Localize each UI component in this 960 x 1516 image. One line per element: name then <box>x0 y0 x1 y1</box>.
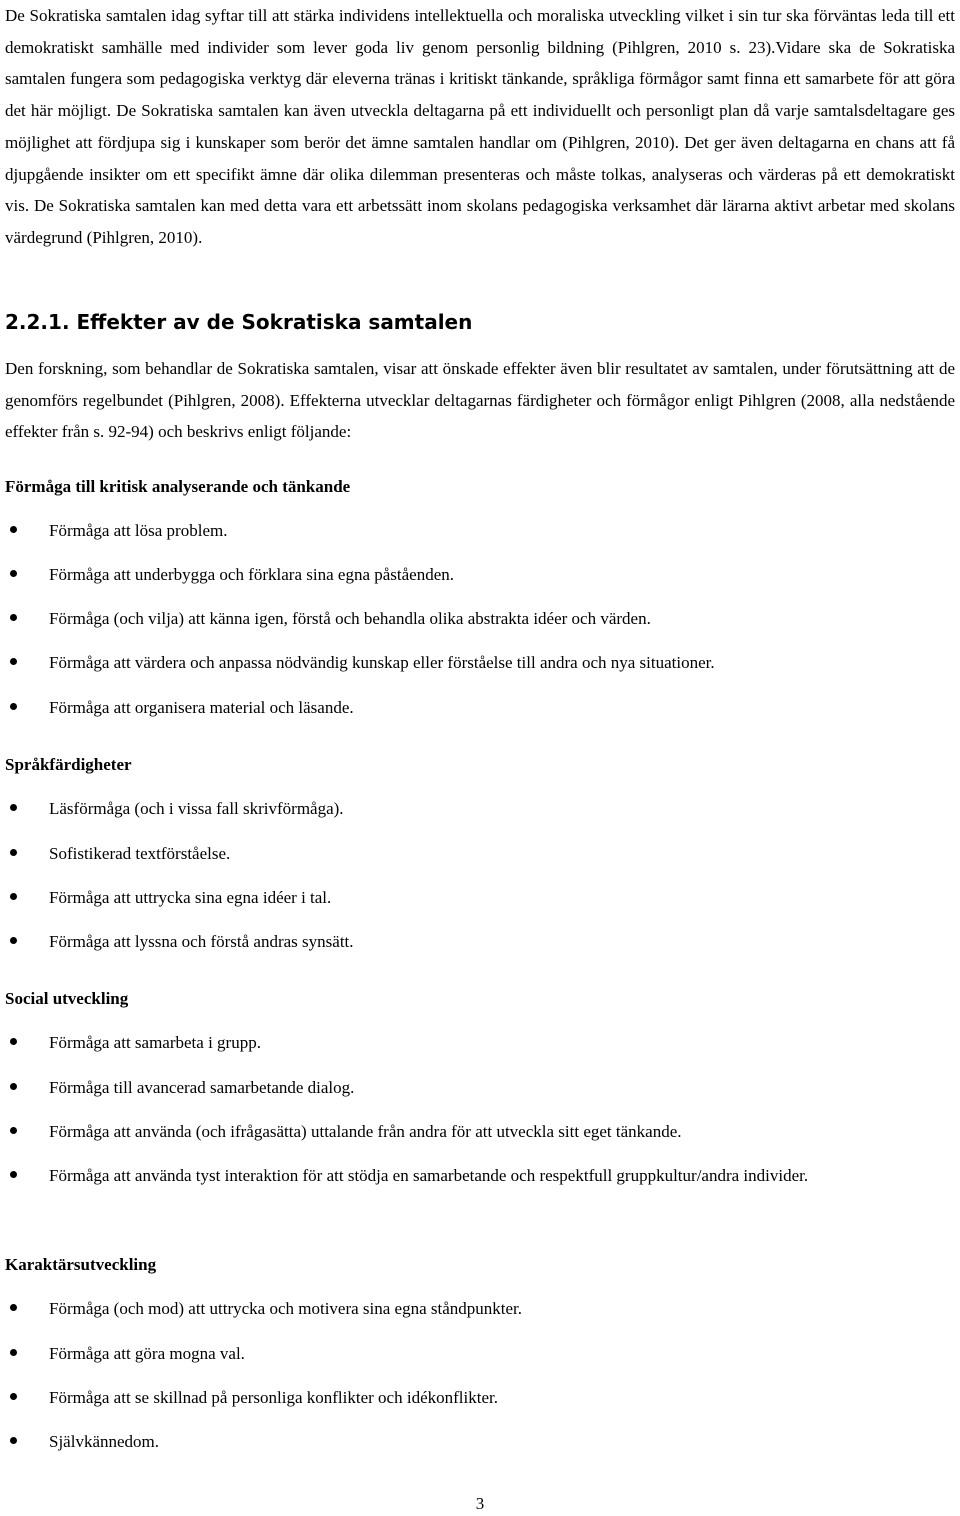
bullet-icon <box>10 526 17 533</box>
document-page: De Sokratiska samtalen idag syftar till att stärka individens intellektuella och moraliska utveckling vilket i sin tur ska förväntas leda till ett demokratiskt samhälle med individer som lever goda liv genom personlig bildning (Pihlgren, 2010 s. 23).Vidare ska de Sokratiska samtalen fungera som pedagogiska verktyg där eleverna tränas i kritiskt tänkande, språkliga förmågor samt finna ett samarbete för att göra det här möjligt. De Sokratiska samtalen kan även utveckla deltagarna på ett individuellt och personligt plan då varje samtalsdeltagare ges möjlighet att fördjupa sig i kunskaper som berör det ämne samtalen handlar om (Pihlgren, 2010). Det ger även deltagarna en chans att få djupgående insikter om ett specifikt ämne där olika dilemman presenteras och måste tolkas, analyseras och värderas på ett demokratiskt vis. De Sokratiska samtalen kan med detta vara ett arbetssätt inom skolans pedagogiska verksamhet där lärarna aktivt arbetar med skolans värdegrund (Pihlgren, 2010). 2.2.1. Effekter av de Sokratiska samtalen Den forskning, som behandlar de Sokratiska samtalen, visar att önskade effekter även blir resultatet av samtalen, under förutsättning att de genomförs regelbundet (Pihlgren, 2008). Effekterna utvecklar deltagarnas färdigheter och förmågor enligt Pihlgren (2008, alla nedstående effekter från s. 92-94) och beskrivs enligt följande: Förmåga till kritisk analyserande och tänkande Förmåga att lösa problem. Förmåga att underbygga och förklara sina egna påståenden. Förmåga (och vilja) att känna igen, förstå och behandla olika abstrakta idéer och värden. Förmåga att värdera och anpassa nödvändig kunskap eller förståelse till andra och nya situationer. Förmåga att organisera material och läsande. Språkfärdigheter Läsförmåga (och i vissa fall skrivförmåga). Sofistikerad textförståelse. Förmåga att uttrycka sina egna idéer i tal. Förmåga att lyssna och förstå andras synsätt. Social utveckling Förmåga att samarbeta i grupp. Förmåga till avancerad samarbetande dialog. Förmåga att använda (och ifrågasätta) uttalande från andra för att utveckla sitt eget tänkande. Förmåga att använda tyst interaktion för att stödja en samarbetande och respektfull gruppkultur/andra individer. Karaktärsutveckling Förmåga (och mod) att uttrycka och motivera sina egna ståndpunkter. Förmåga att göra mogna val. Förmåga att se skillnad på personliga konflikter och idékonflikter. Självkännedom. 3 <box>0 0 960 1515</box>
category-heading-kritisk: Förmåga till kritisk analyserande och tänkande <box>5 477 351 496</box>
bullet-icon <box>10 1127 17 1134</box>
bullet-icon <box>10 1437 17 1444</box>
category-heading-sprak: Språkfärdigheter <box>5 755 132 774</box>
section-paragraph: Den forskning, som behandlar de Sokratiska samtalen, visar att önskade effekter även blir resultatet av samtalen, under förutsättning att de genomförs regelbundet (Pihlgren, 2008). Effekterna utvecklar deltagarnas färdigheter och förmågor enligt Pihlgren (2008, alla nedstående effekter från s. 92-94) och beskrivs enligt följande: <box>5 359 955 442</box>
bullet-icon <box>10 1083 17 1090</box>
intro-paragraph: De Sokratiska samtalen idag syftar till att stärka individens intellektuella och moraliska utveckling vilket i sin tur ska förväntas leda till ett demokratiskt samhälle med individer som lever goda liv genom personlig bildning (Pihlgren, 2010 s. 23).Vidare ska de Sokratiska samtalen fungera som pedagogiska verktyg där eleverna tränas i kritiskt tänkande, språkliga förmågor samt finna ett samarbete för att göra det här möjligt. De Sokratiska samtalen kan även utveckla deltagarna på ett individuellt och personligt plan då varje samtalsdeltagare ges möjlighet att fördjupa sig i kunskaper som berör det ämne samtalen handlar om (Pihlgren, 2010). Det ger även deltagarna en chans att få djupgående insikter om ett specifikt ämne där olika dilemman presenteras och måste tolkas, analyseras och värderas på ett demokratiskt vis. De Sokratiska samtalen kan med detta vara ett arbetssätt inom skolans pedagogiska verksamhet där lärarna aktivt arbetar med skolans värdegrund (Pihlgren, 2010). <box>5 6 955 247</box>
bullet-icon <box>10 570 17 577</box>
category-heading-social: Social utveckling <box>5 989 129 1008</box>
bullet-icon <box>10 804 17 811</box>
bullet-icon <box>10 893 17 900</box>
page-number: 3 <box>475 1494 485 1513</box>
category-heading-karaktar: Karaktärsutveckling <box>5 1255 157 1274</box>
bullet-icon <box>10 703 17 710</box>
bullet-icon <box>10 1349 17 1356</box>
bullet-icon <box>10 1393 17 1400</box>
bullet-icon <box>10 849 17 856</box>
bullet-icon <box>10 614 17 621</box>
bullet-icon <box>10 1171 17 1178</box>
bullet-icon <box>10 937 17 944</box>
bullet-icon <box>10 1304 17 1311</box>
bullet-icon <box>10 658 17 665</box>
bullet-icon <box>10 1038 17 1045</box>
section-heading: 2.2.1. Effekter av de Sokratiska samtalen <box>5 310 473 334</box>
